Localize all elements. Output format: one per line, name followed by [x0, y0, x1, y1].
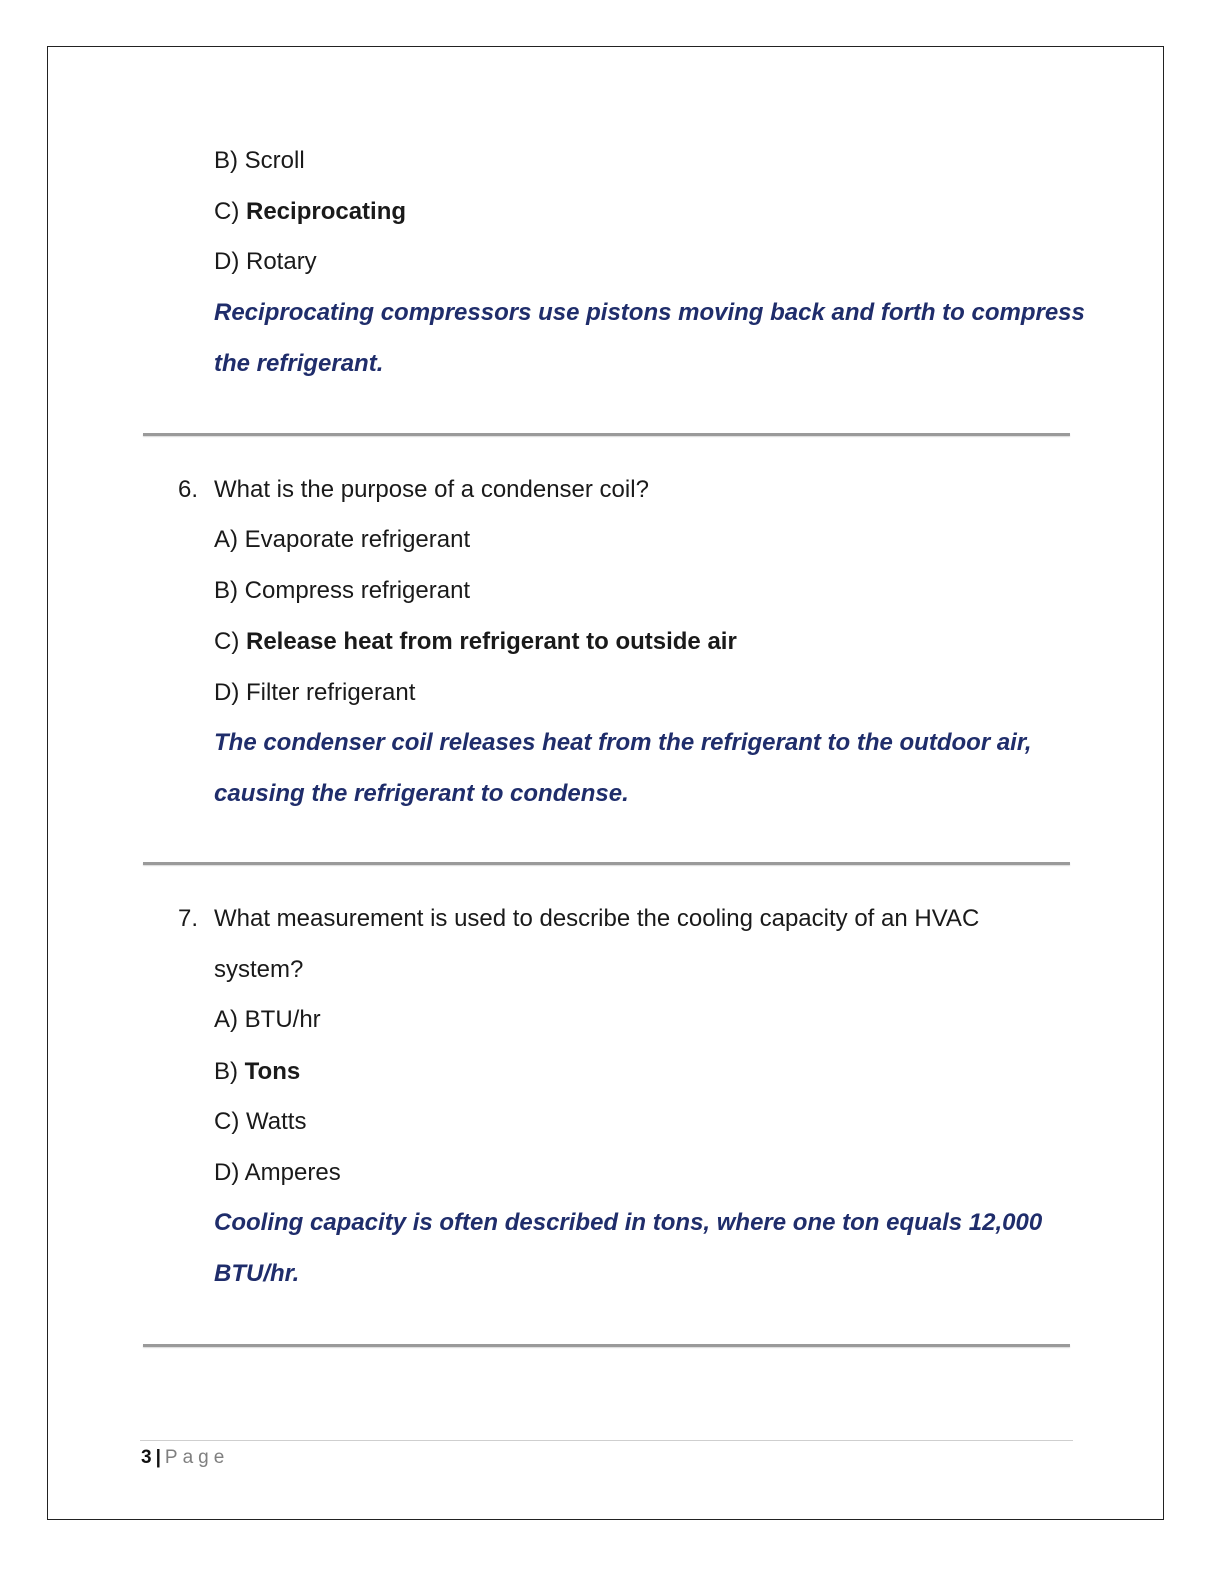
q7-option-c: C) Watts: [214, 1108, 307, 1135]
q7-number: 7.: [178, 905, 199, 932]
q7-question-line1: What measurement is used to describe the cooling capacity of an HVAC: [214, 905, 980, 932]
section-divider: [143, 862, 1070, 865]
footer-separator: |: [155, 1447, 161, 1468]
q7-question-line2: system?: [214, 956, 304, 983]
q7-option-b: [214, 1057, 300, 1087]
q5-option-d: D) Rotary: [214, 248, 317, 275]
q6-option-a: A) Evaporate refrigerant: [214, 526, 471, 553]
section-divider: [143, 1344, 1070, 1347]
q5-correct-answer: Reciprocating: [246, 198, 407, 225]
section-divider: [143, 433, 1070, 436]
q7-explanation-line1: Cooling capacity is often described in tons, where one ton equals 12,000: [214, 1209, 1043, 1236]
q6-explanation-line2: causing the refrigerant to condense.: [214, 780, 629, 807]
q6-explanation-line1: The condenser coil releases heat from the refrigerant to the outdoor air,: [214, 729, 1032, 756]
q7-option-a: A) BTU/hr: [214, 1006, 321, 1033]
q5-explanation-line1: Reciprocating compressors use pistons moving back and forth to compress: [214, 299, 1085, 326]
q6-option-b: B) Compress refrigerant: [214, 577, 471, 604]
footer-rule: [140, 1440, 1073, 1441]
q6-number: 6.: [178, 476, 199, 503]
page-footer: [141, 1446, 229, 1470]
q6-question: What is the purpose of a condenser coil?: [214, 476, 649, 503]
q7-option-d: D) Amperes: [214, 1159, 341, 1186]
q7-option-b-prefix: B): [214, 1058, 245, 1085]
q6-correct-answer: Release heat from refrigerant to outside air: [246, 628, 737, 655]
q5-explanation-line2: the refrigerant.: [214, 350, 384, 377]
q5-option-c: [214, 197, 406, 227]
q6-option-c-prefix: C): [214, 628, 246, 655]
q5-option-b: B) Scroll: [214, 147, 305, 174]
q5-option-c-prefix: C): [214, 198, 246, 225]
q7-correct-answer: Tons: [244, 1058, 301, 1085]
q6-option-c: [214, 627, 737, 657]
page-number: 3: [141, 1447, 152, 1468]
page-label: Page: [164, 1447, 230, 1468]
q7-explanation-line2: BTU/hr.: [214, 1260, 300, 1287]
q6-option-d: D) Filter refrigerant: [214, 679, 416, 706]
